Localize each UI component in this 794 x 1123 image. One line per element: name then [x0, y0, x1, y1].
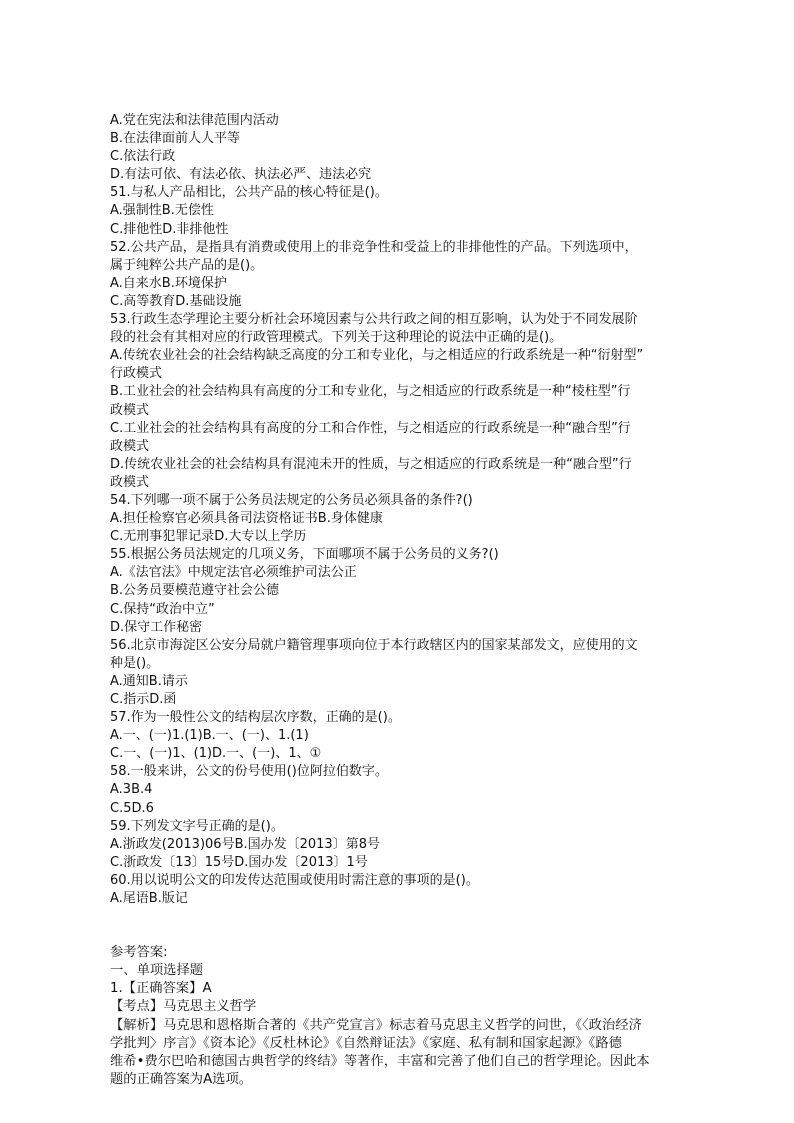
text-line: A.通知B.请示 — [110, 673, 188, 689]
text-line: A.党在宪法和法律范围内活动 — [110, 113, 279, 128]
section-gap — [110, 908, 710, 944]
text-line: B.工业社会的社会结构具有高度的分工和专业化，与之相适应的行政系统是一种“棱柱型”行 — [110, 384, 631, 400]
section-title: 一、单项选择题 — [110, 963, 204, 979]
text-line: 行政模式 — [110, 366, 163, 382]
text-line: C.保持“政治中立” — [110, 601, 215, 617]
text-line: A.一、(一)1.(1)B.一、(一)、1.(1) — [110, 728, 309, 744]
question-52: 52.公共产品，是指具有消费或使用上的非竞争性和受益上的非排他性的产品。下列选项中， — [110, 239, 638, 255]
text-line: D.传统农业社会的社会结构具有混沌未开的性质，与之相适应的行政系统是一种“融合型”行 — [110, 456, 632, 472]
text-line: A.自来水B.环境保护 — [110, 275, 227, 291]
text-line: A.3B.4 — [110, 782, 153, 798]
text-line: C.高等教育D.基础设施 — [110, 293, 242, 309]
text-line: C.依法行政 — [110, 149, 176, 165]
question-59: 59.下列发文字号正确的是()。 — [110, 818, 284, 834]
text-line: A.强制性B.无偿性 — [110, 203, 214, 219]
text-line: C.浙政发〔13〕15号D.国办发〔2013〕1号 — [110, 854, 368, 870]
text-line: C.一、(一)1、(1)D.一、(一)、1、① — [110, 746, 322, 762]
text-line: A.担任检察官必须具备司法资格证书B.身体健康 — [110, 511, 383, 527]
document-page — [110, 112, 710, 1089]
text-line: 属于纯粹公共产品的是()。 — [110, 257, 264, 273]
text-line: C.指示D.函 — [110, 692, 177, 707]
text-line: 学批判〉序言》《资本论》《反杜林论》《自然辩证法》《家庭、私有制和国家起源》《路德 — [110, 1035, 622, 1051]
text-line: A.尾语B.版记 — [110, 891, 188, 907]
question-60: 60.用以说明公文的印发传达范围或使用时需注意的事项的是()。 — [110, 872, 479, 888]
answer-1: 1.【正确答案】A — [110, 981, 212, 997]
question-56: 56.北京市海淀区公安分局就户籍管理事项向位于本行政辖区内的国家某部发文，应使用的文 — [110, 637, 638, 653]
question-53: 53.行政生态学理论主要分析社会环境因素与公共行政之间的相互影响，认为处于不同发展阶 — [110, 312, 638, 328]
text-line: C.5D.6 — [110, 800, 154, 816]
text-line: 种是()。 — [110, 655, 160, 671]
answers-heading: 参考答案: — [110, 945, 168, 961]
question-51: 51.与私人产品相比，公共产品的核心特征是()。 — [110, 185, 388, 201]
text-line: 段的社会有其相对应的行政管理模式。下列关于这种理论的说法中正确的是()。 — [110, 330, 563, 346]
text-line: D.有法可依、有法必依、执法必严、违法必究 — [110, 167, 372, 183]
text-line: 政模式 — [110, 402, 150, 418]
text-line: C.排他性D.非排他性 — [110, 221, 229, 237]
text-line: A.传统农业社会的社会结构缺乏高度的分工和专业化，与之相适应的行政系统是一种“衍射型” — [110, 348, 644, 364]
text-line: B.公务员要模范遵守社会公德 — [110, 583, 280, 599]
text-line: 政模式 — [110, 474, 150, 490]
text-line: A.浙政发(2013)06号B.国办发〔2013〕第8号 — [110, 836, 380, 852]
text-line: 题的正确答案为A选项。 — [110, 1071, 253, 1087]
answer-topic: 【考点】马克思主义哲学 — [110, 999, 257, 1015]
question-55: 55.根据公务员法规定的几项义务，下面哪项不属于公务员的义务?() — [110, 547, 499, 563]
question-57: 57.作为一般性公文的结构层次序数，正确的是()。 — [110, 710, 401, 726]
text-line: D.保守工作秘密 — [110, 619, 203, 635]
question-58: 58.一般来讲，公文的份号使用()位阿拉伯数字。 — [110, 764, 388, 780]
text-line: 维希•费尔巴哈和德国古典哲学的终结》等著作，丰富和完善了他们自己的哲学理论。因此本 — [110, 1053, 650, 1069]
text-line: B.在法律面前人人平等 — [110, 131, 241, 147]
text-line: C.无刑事犯罪记录D.大专以上学历 — [110, 529, 307, 545]
question-54: 54.下列哪一项不属于公务员法规定的公务员必须具备的条件?() — [110, 492, 473, 508]
answer-analysis: 【解析】马克思和恩格斯合著的《共产党宣言》标志着马克思主义哲学的问世，《〈政治经济 — [110, 1017, 642, 1033]
text-line: 政模式 — [110, 438, 150, 454]
answers-section — [110, 944, 710, 1089]
text-line: C.工业社会的社会结构具有高度的分工和合作性，与之相适应的行政系统是一种“融合型”行 — [110, 420, 631, 436]
text-line: A.《法官法》中规定法官必须维护司法公正 — [110, 565, 357, 581]
questions-section — [110, 112, 710, 908]
